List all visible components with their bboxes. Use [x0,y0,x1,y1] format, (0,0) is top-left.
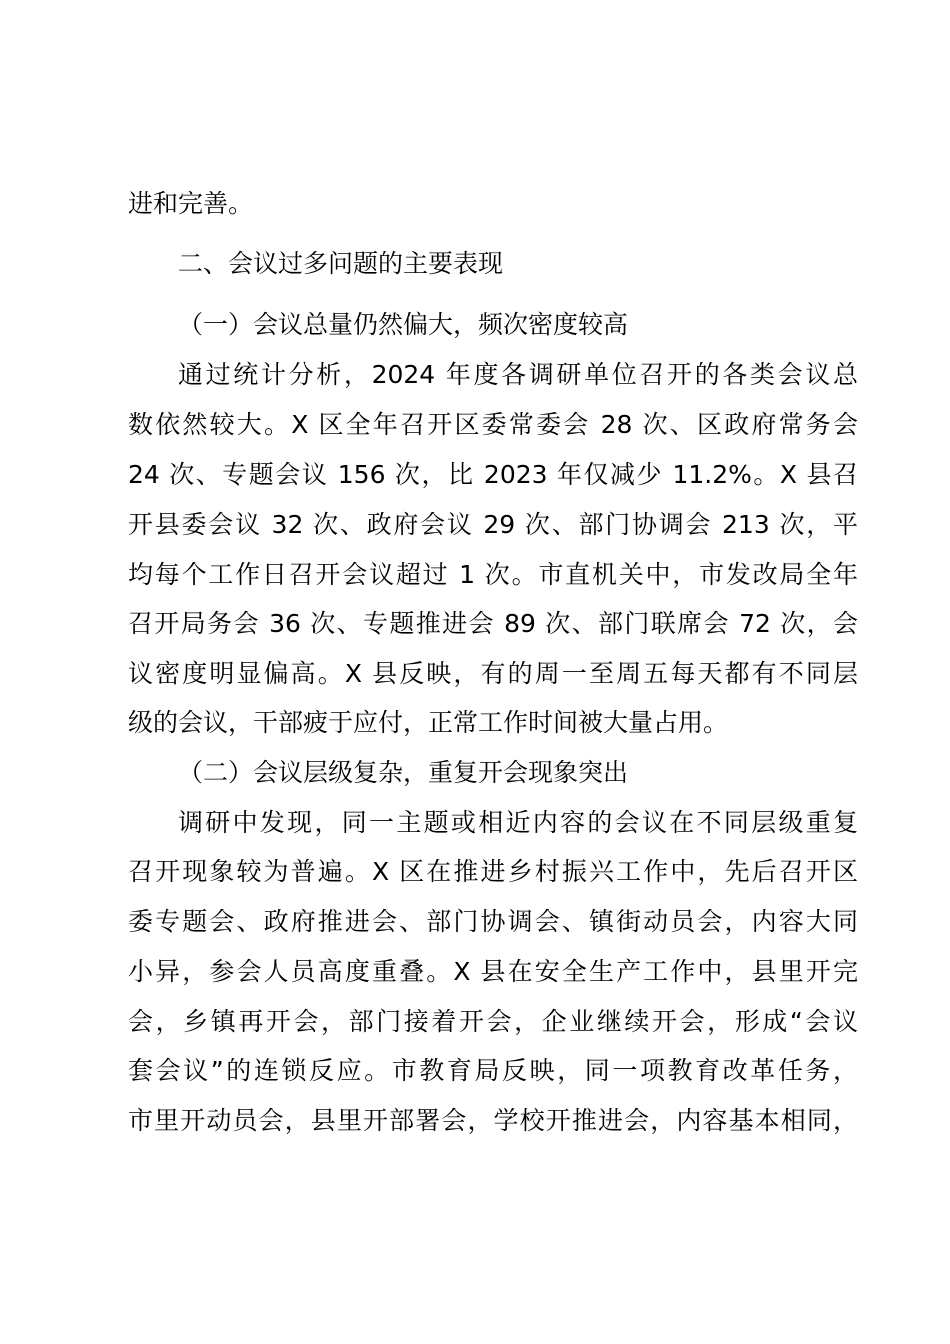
body-line: 均每个工作日召开会议超过 1 次。市直机关中，市发改局全年 [128,560,858,589]
body-line: 级的会议，干部疲于应付，正常工作时间被大量占用。 [128,708,729,737]
subsection-heading-1: （一）会议总量仍然偏大，频次密度较高 [178,310,629,339]
body-line: 委专题会、政府推进会、部门协调会、镇街动员会，内容大同 [128,907,858,936]
body-line: 会，乡镇再开会，部门接着开会，企业继续开会，形成“会议 [128,1007,858,1036]
body-line: 召开现象较为普遍。X 区在推进乡村振兴工作中，先后召开区 [128,857,858,886]
paragraph-tail: 进和完善。 [128,189,254,218]
body-line: 市里开动员会，县里开部署会，学校开推进会，内容基本相同， [128,1106,858,1135]
body-line: 开县委会议 32 次、政府会议 29 次、部门协调会 213 次，平 [128,510,858,539]
body-line: 套会议”的连锁反应。市教育局反映，同一项教育改革任务， [128,1056,858,1085]
body-line: 24 次、专题会议 156 次，比 2023 年仅减少 11.2%。X 县召 [128,460,858,489]
body-line: 通过统计分析，2024 年度各调研单位召开的各类会议总 [178,360,858,389]
body-line: 小异，参会人员高度重叠。X 县在安全生产工作中，县里开完 [128,957,858,986]
subsection-heading-2: （二）会议层级复杂，重复开会现象突出 [178,758,629,787]
body-line: 调研中发现，同一主题或相近内容的会议在不同层级重复 [178,808,858,837]
body-line: 议密度明显偏高。X 县反映，有的周一至周五每天都有不同层 [128,659,858,688]
section-heading: 二、会议过多问题的主要表现 [178,249,504,278]
body-line: 数依然较大。X 区全年召开区委常委会 28 次、区政府常务会 [128,410,858,439]
body-line: 召开局务会 36 次、专题推进会 89 次、部门联席会 72 次，会 [128,609,858,638]
